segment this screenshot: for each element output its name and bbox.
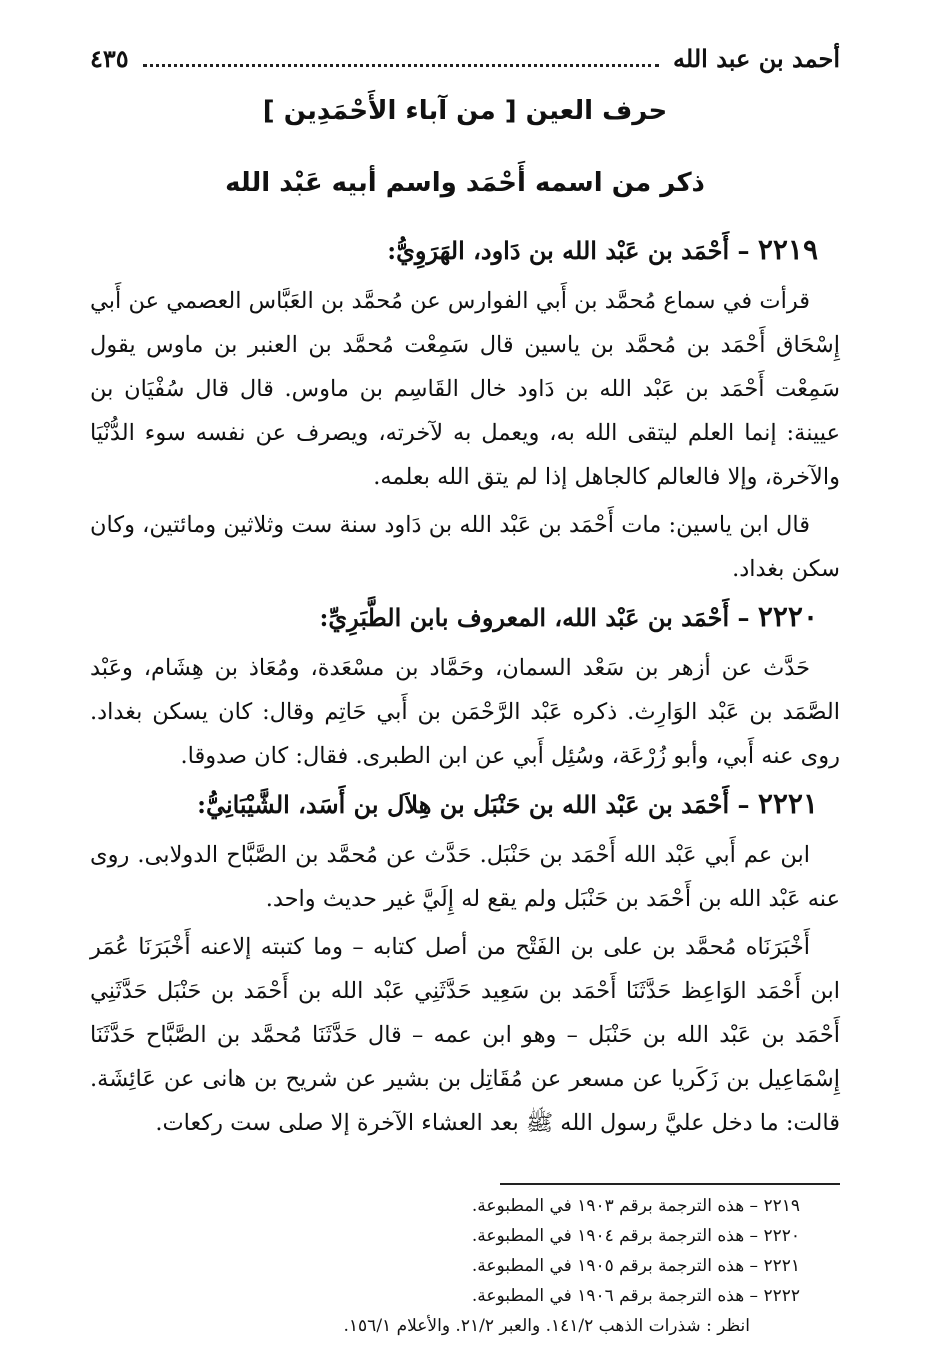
- entry-heading-2220: [90, 595, 818, 640]
- footnote-references: انظر : شذرات الذهب ١٤١/٢. والعبر ٢١/٢. والأعلام ١٥٦/١.: [343, 1316, 750, 1336]
- running-header: [90, 38, 840, 78]
- paragraph: قال ابن ياسين: مات أَحْمَد بن عَبْد الله بن دَاود سنة ست وثلاثين ومائتين، وكان سكن بغداد.: [90, 512, 840, 582]
- footnotes: [90, 1183, 840, 1341]
- entry-title: – أَحْمَد بن عَبْد الله بن دَاود، الهَرَوِيُّ:: [387, 236, 750, 265]
- document-page: [90, 28, 840, 1348]
- entry-title: – أَحْمَد بن عَبْد الله، المعروف بابن الطَّبَرِيِّ:: [319, 603, 750, 632]
- footnote: ٢٢٢٢ – هذه الترجمة برقم ١٩٠٦ في المطبوعة.: [471, 1286, 800, 1306]
- entry-number: ٢٢٢١: [757, 787, 818, 820]
- entry-heading-2221: [90, 782, 818, 827]
- footnote-rule: [500, 1183, 840, 1185]
- footnote: ٢٢١٩ – هذه الترجمة برقم ١٩٠٣ في المطبوعة.: [471, 1196, 800, 1216]
- footnote: ٢٢٢١ – هذه الترجمة برقم ١٩٠٥ في المطبوعة.: [471, 1256, 800, 1276]
- paragraph: قرأت في سماع مُحمَّد بن أَبي الفوارس عن مُحمَّد بن العَبَّاس العصمي عن أَبي إِسْحَاق أَحْمَد بن مُحمَّد بن ياسين قال سَمِعْت مُحمَّد بن العنبر بن ماوس يقول سَمِعْت أَحْمَد بن عَبْد الله بن دَاود خال القَاسِم بن ماوس. قال قال سُفْيَان بن عيينة: إنما العلم ليتقى الله به، ويعمل به لآخرته، ويصرف عن نفسه سوء الدُّنْيَا والآخرة، وإلا فالعالم كالجاهل إذا لم يتق الله بعلمه.: [90, 288, 840, 490]
- sub-title: ذكر من اسمه أَحْمَد واسم أبيه عَبْد الله: [225, 168, 705, 198]
- running-title: أحمد بن عبد الله: [673, 43, 840, 73]
- paragraph: ابن عم أَبي عَبْد الله أَحْمَد بن حَنْبَل. حَدَّث عن مُحمَّد بن الصَّبَّاح الدولابى. روى عنه عَبْد الله بن أَحْمَد بن حَنْبَل ولم يقع له إِلَيَّ غير حديث واحد.: [90, 842, 840, 912]
- document-body: [90, 228, 840, 1145]
- entry-number: ٢٢١٩: [757, 233, 818, 266]
- entry-number: ٢٢٢٠: [757, 600, 818, 633]
- footnote: ٢٢٢٠ – هذه الترجمة برقم ١٩٠٤ في المطبوعة.: [471, 1226, 800, 1246]
- paragraph: أَخْبَرَنَاه مُحمَّد بن على بن الفَتْح من أصل كتابه – وما كتبته إلاعنه أَخْبَرَنَا عُمَر ابن أَحْمَد الوَاعِظ حَدَّثَنَا أَحْمَد بن سَعِيد حَدَّثَنِي عَبْد الله بن أَحْمَد بن حَنْبَل حَدَّثَنِي أَحْمَد بن عَبْد الله بن حَنْبَل – وهو ابن عمه – قال حَدَّثَنَا مُحمَّد بن الصَّبَّاح حَدَّثَنَا إِسْمَاعِيل بن زَكَريا عن مسعر عن مُقَاتِل بن بشير عن شريح بن هانى عن عَائِشَة. قالت: ما دخل عليَّ رسول الله ﷺ بعد العشاء الآخرة إلا صلى ست ركعات.: [90, 934, 840, 1136]
- entry-title: – أَحْمَد بن عَبْد الله بن حَنْبَل بن هِلاَل بن أَسَد، الشَّيْبَانِيُّ:: [197, 790, 750, 819]
- page-number: ٤٣٥: [90, 43, 129, 73]
- dotted-leader: [143, 50, 659, 67]
- paragraph: حَدَّث عن أزهر بن سَعْد السمان، وحَمَّاد بن مسْعَدة، ومُعَاذ بن هِشَام، وعَبْد الصَّمَد بن عَبْد الوَارِث. ذكره عَبْد الرَّحْمَن بن أَبي حَاتِم وقال: كان يسكن بغداد. روى عنه أَبي، وأبو زُرْعَة، وسُئِل أَبي عن ابن الطبرى. فقال: كان صدوقا.: [90, 655, 840, 769]
- section-title: حرف العين [ من آباء الأَحْمَدِين ]: [262, 96, 668, 126]
- entry-heading-2219: [90, 228, 818, 273]
